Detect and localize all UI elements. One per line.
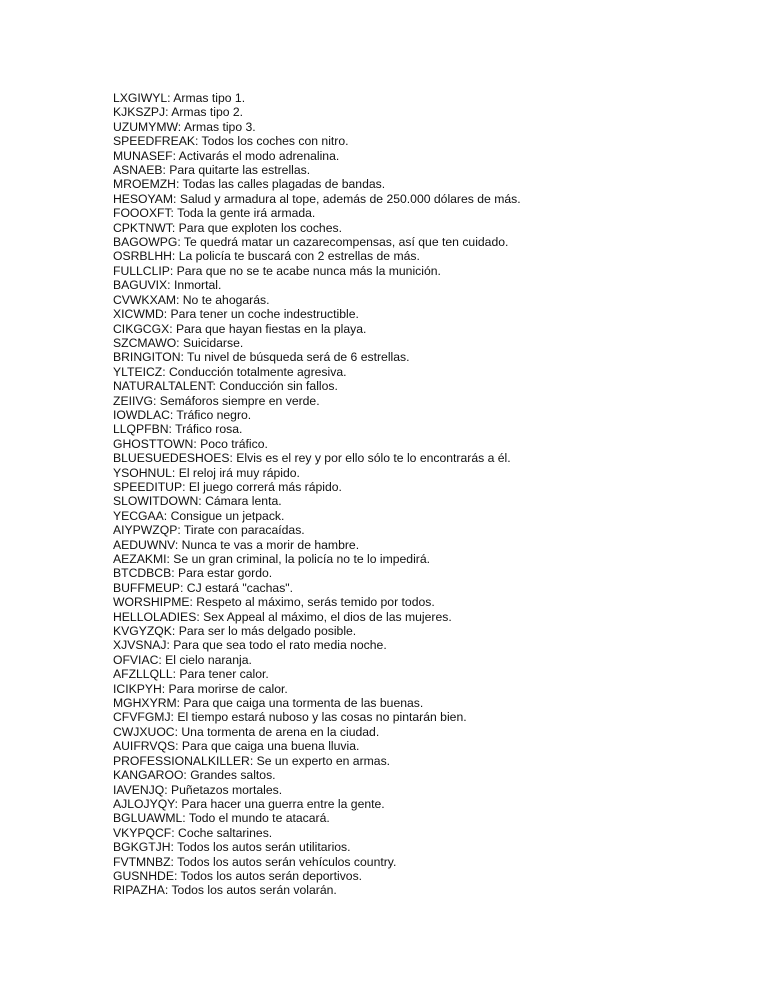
cheat-code-line: OSRBLHH: La policía te buscará con 2 estrellas de más. [113,249,420,264]
cheat-code-line: KJKSZPJ: Armas tipo 2. [113,105,244,120]
cheat-code-line: CIKGCGX: Para que hayan fiestas en la playa. [113,321,367,336]
cheat-code-line: XJVSNAJ: Para que sea todo el rato media noche. [113,638,387,653]
cheat-code-line: MGHXYRM: Para que caiga una tormenta de las buenas. [113,696,424,711]
cheat-code-line: GHOSTTOWN: Poco tráfico. [113,436,268,451]
cheat-code-line: IAVENJQ: Puñetazos mortales. [113,782,283,797]
cheat-code-line: BGLUAWML: Todo el mundo te atacará. [113,811,330,826]
cheat-code-line: FOOOXFT: Toda la gente irá armada. [113,206,316,221]
cheat-code-line: LXGIWYL: Armas tipo 1. [113,91,246,105]
cheat-code-line: AEZAKMI: Se un gran criminal, la policía no te lo impedirá. [113,552,431,566]
cheat-code-line: SLOWITDOWN: Cámara lenta. [113,494,282,509]
cheat-code-line: AUIFRVQS: Para que caiga una buena lluvia. [113,739,360,754]
cheat-code-line: YLTEICZ: Conducción totalmente agresiva. [113,364,347,379]
cheat-code-line: AIYPWZQP: Tirate con paracaídas. [113,523,305,538]
cheat-code-line: VKYPQCF: Coche saltarines. [113,825,273,840]
cheat-code-line: AEDUWNV: Nunca te vas a morir de hambre. [113,537,360,552]
cheat-code-line: CWJXUOC: Una tormenta de arena en la ciudad. [113,724,380,739]
cheat-code-line: BAGUVIX: Inmortal. [113,278,222,293]
cheat-code-line: MUNASEF: Activarás el modo adrenalina. [113,148,340,163]
cheat-code-line: BTCDBCB: Para estar gordo. [113,566,273,581]
cheat-code-line: HESOYAM: Salud y armadura al tope, además de 250.000 dólares de más. [113,191,521,206]
cheat-code-line: IOWDLAC: Tráfico negro. [113,407,252,422]
cheat-code-line: XICWMD: Para tener un coche indestructible. [113,307,359,322]
cheat-code-line: BGKGTJH: Todos los autos serán utilitarios. [113,840,351,855]
cheat-code-line: GUSNHDE: Todos los autos serán deportivos. [113,868,363,883]
cheat-code-line: BLUESUEDESHOES: Elvis es el rey y por ello sólo te lo encontrarás a él. [113,451,511,466]
cheat-code-line: KVGYZQK: Para ser lo más delgado posible. [113,624,357,639]
cheat-code-line: ASNAEB: Para quitarte las estrellas. [113,163,311,178]
cheat-code-line: YECGAA: Consigue un jetpack. [113,508,285,523]
cheat-code-line: CVWKXAM: No te ahogarás. [113,292,270,307]
cheat-code-line: CPKTNWT: Para que exploten los coches. [113,220,342,235]
cheat-code-line: SZCMAWO: Suicidarse. [113,335,244,350]
cheat-code-line: HELLOLADIES: Sex Appeal al máximo, el dios de las mujeres. [113,609,452,624]
cheat-code-line: AJLOJYQY: Para hacer una guerra entre la gente. [113,796,385,811]
cheat-code-line: UZUMYMW: Armas tipo 3. [113,119,256,134]
cheat-code-list [113,91,753,898]
cheat-code-line: RIPAZHA: Todos los autos serán volarán. [113,883,337,898]
cheat-code-line: ICIKPYH: Para morirse de calor. [113,681,288,696]
cheat-code-line: SPEEDITUP: El juego correrá más rápido. [113,479,342,494]
cheat-code-line: BUFFMEUP: CJ estará "cachas". [113,580,293,595]
cheat-code-line: AFZLLQLL: Para tener calor. [113,667,269,682]
cheat-code-line: FULLCLIP: Para que no se te acabe nunca más la munición. [113,263,441,278]
cheat-code-line: BRINGITON: Tu nivel de búsqueda será de 6 estrellas. [113,350,410,365]
cheat-code-line: ZEIIVG: Semáforos siempre en verde. [113,393,320,408]
cheat-code-line: NATURALTALENT: Conducción sin fallos. [113,379,338,394]
cheat-code-line: YSOHNUL: El reloj irá muy rápido. [113,465,300,480]
cheat-code-line: SPEEDFREAK: Todos los coches con nitro. [113,134,349,149]
cheat-code-line: KANGAROO: Grandes saltos. [113,768,276,783]
cheat-code-line: CFVFGMJ: El tiempo estará nuboso y las cosas no pintarán bien. [113,710,467,725]
cheat-code-line: FVTMNBZ: Todos los autos serán vehículos country. [113,854,397,869]
cheat-code-line: OFVIAC: El cielo naranja. [113,652,252,667]
cheat-code-line: WORSHIPME: Respeto al máximo, serás temido por todos. [113,595,435,610]
cheat-code-line: MROEMZH: Todas las calles plagadas de bandas. [113,177,386,192]
cheat-code-line: PROFESSIONALKILLER: Se un experto en armas. [113,753,391,768]
cheat-code-line: BAGOWPG: Te quedrá matar un cazarecompensas, así que ten cuidado. [113,235,509,250]
cheat-code-line: LLQPFBN: Tráfico rosa. [113,422,243,437]
